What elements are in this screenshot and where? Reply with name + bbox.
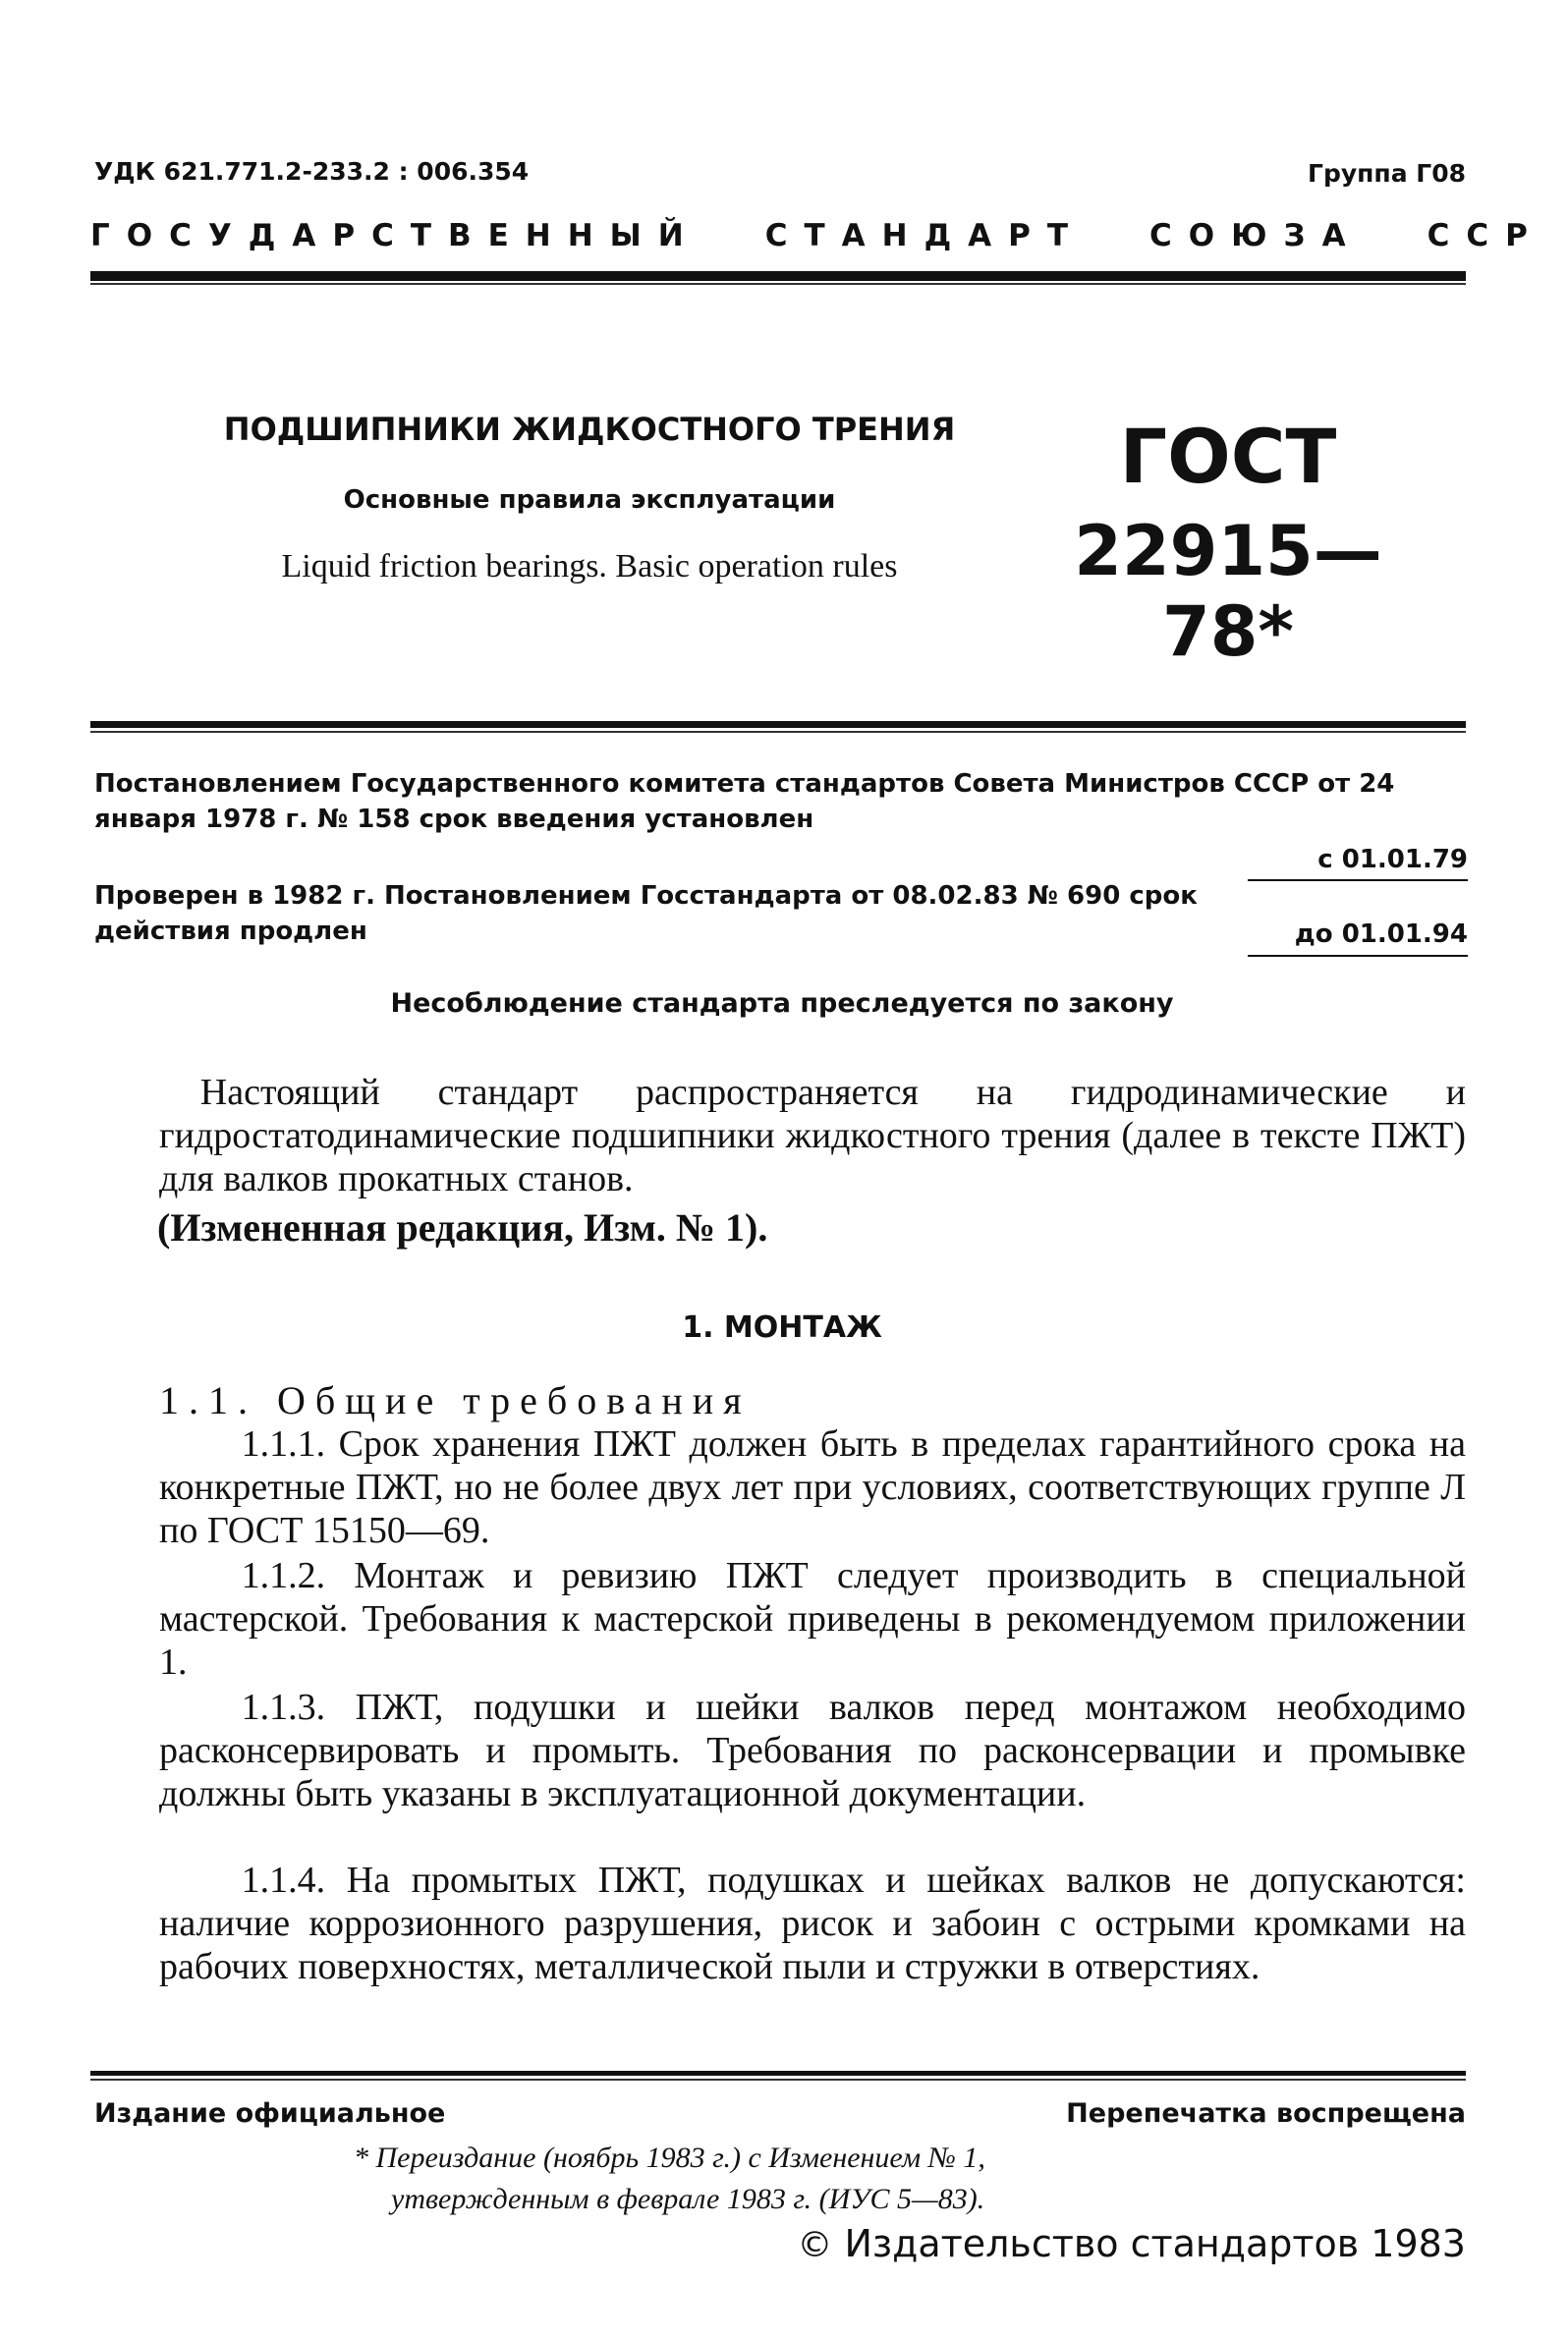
top-rule	[90, 271, 1466, 281]
decree-text: Постановлением Государственного комитета стандартов Совета Министров СССР от 24 января 1978 г. № 158 срок введения установлен	[94, 769, 1395, 834]
law-notice: Несоблюдение стандарта преследуется по закону	[390, 988, 1174, 1019]
date-from: с 01.01.79	[1317, 845, 1468, 874]
document-title-en: Liquid friction bearings. Basic operation rules	[281, 548, 898, 584]
gost-label: ГОСТ	[1119, 413, 1337, 500]
gost-number: 22915—78*	[1074, 511, 1382, 672]
mid-rule	[90, 721, 1466, 728]
mid-rule-thin	[90, 731, 1466, 733]
document-title-ru: ПОДШИПНИКИ ЖИДКОСТНОГО ТРЕНИЯ	[223, 411, 956, 448]
edition-label: Издание официальное	[94, 2098, 446, 2129]
bottom-rule-thin	[90, 2079, 1466, 2081]
checked-text: Проверен в 1982 г. Постановлением Госстандарта от 08.02.83 № 690 срок действия продлен	[94, 881, 1198, 946]
copyright-icon: ©	[797, 2225, 833, 2265]
standard-title-word: ГОСУДАРСТВЕННЫЙ	[90, 218, 700, 253]
standard-title-word: ССР	[1427, 218, 1544, 253]
amended-note: (Измененная редакция, Изм. № 1).	[157, 1205, 768, 1250]
udk-code: УДК 621.771.2-233.2 : 006.354	[94, 157, 530, 186]
date-from-underline	[1248, 879, 1468, 881]
group-code: Группа Г08	[1308, 159, 1466, 188]
publisher: Издательство стандартов 1983	[844, 2222, 1466, 2265]
standard-title-word: СОЮЗА	[1149, 218, 1363, 253]
reissue-line: * Переиздание (ноябрь 1983 г.) с Изменением № 1,	[354, 2142, 985, 2174]
copyright	[797, 2222, 1466, 2265]
reprint-notice: Перепечатка воспрещена	[1066, 2098, 1466, 2129]
standard-header-title	[90, 218, 1544, 253]
section-heading: 1. МОНТАЖ	[682, 1310, 882, 1345]
paragraph-1-1-3: 1.1.3. ПЖТ, подушки и шейки валков перед монтажом необходимо расконсервировать и промыть. Требования по расконсервации и промывке должны быть указаны в эксплуатационной документации.	[159, 1687, 1466, 1814]
reissue-line: утвержденным в феврале 1983 г. (ИУС 5—83).	[391, 2183, 985, 2215]
standard-title-word: СТАНДАРТ	[764, 218, 1086, 253]
reissue-note	[354, 2138, 1434, 2220]
paragraph-1-1-4: 1.1.4. На промытых ПЖТ, подушках и шейках валков не допускаются: наличие коррозионного разрушения, рисок и забоин с острыми кромками на рабочих поверхностях, металлической пыли и стружки в отверстиях.	[159, 1860, 1466, 1987]
top-rule-thin	[90, 283, 1466, 285]
subsection-heading: 1.1. Общие требования	[159, 1378, 752, 1422]
paragraph-1-1-1: 1.1.1. Срок хранения ПЖТ должен быть в пределах гарантийного срока на конкретные ПЖТ, но не более двух лет при условиях, соответствующих группе Л по ГОСТ 15150—69.	[159, 1423, 1466, 1551]
document-subtitle-ru: Основные правила эксплуатации	[343, 485, 836, 515]
intro-paragraph: Настоящий стандарт распространяется на гидродинамические и гидростатодинамические подшипники жидкостного трения (далее в тексте ПЖТ) для валков прокатных станов.	[159, 1072, 1466, 1199]
paragraph-1-1-2: 1.1.2. Монтаж и ревизию ПЖТ следует производить в специальной мастерской. Требования к мастерской приведены в рекомендуемом приложении 1.	[159, 1555, 1466, 1683]
bottom-rule	[90, 2071, 1466, 2076]
date-to-underline	[1248, 955, 1468, 957]
date-to: до 01.01.94	[1294, 919, 1468, 949]
